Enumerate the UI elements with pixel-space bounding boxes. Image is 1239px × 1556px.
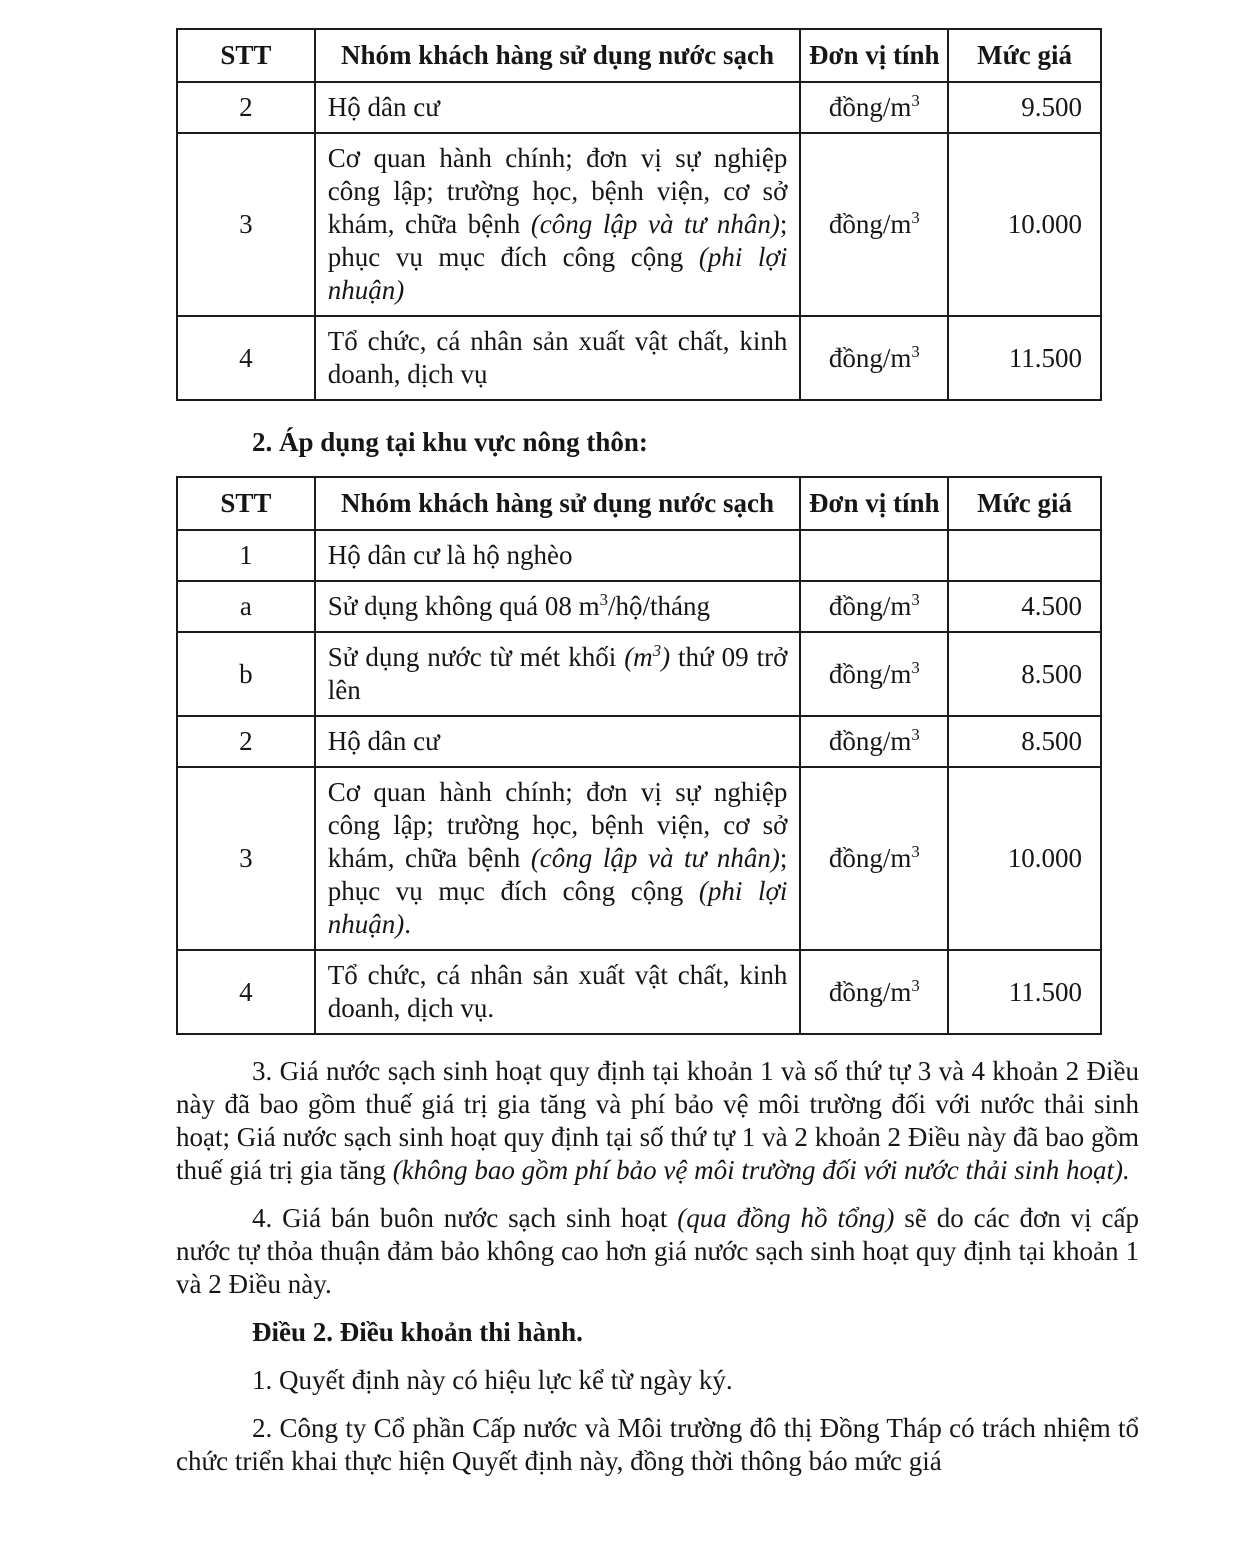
text-segment: Tổ chức, cá nhân sản xuất vật chất, kinh doanh, dịch vụ: [327, 326, 788, 389]
italic-text: (không bao gồm phí bảo vệ môi trường đối với nước thải sinh hoạt).: [392, 1155, 1130, 1185]
table-row: [177, 767, 1101, 950]
cell-customer-group: [315, 530, 801, 581]
cell-unit: [800, 581, 948, 632]
cell-stt: 2: [177, 82, 315, 133]
cell-price: 8.500: [948, 716, 1101, 767]
text-segment: Hộ dân cư: [327, 726, 440, 756]
cell-customer-group: [315, 82, 801, 133]
italic-text: (công lập và tư nhân): [530, 843, 780, 873]
cell-stt: 2: [177, 716, 315, 767]
table-row: [177, 82, 1101, 133]
header-stt: STT: [177, 29, 315, 82]
clause-3: [176, 1055, 1139, 1187]
table-row: [177, 632, 1101, 716]
cell-stt: a: [177, 581, 315, 632]
cell-price: 10.000: [948, 133, 1101, 316]
price-table-rural: [176, 476, 1102, 1035]
cell-unit: [800, 133, 948, 316]
cell-customer-group: [315, 767, 801, 950]
text-segment: thứ 09 trở lên: [327, 642, 788, 705]
text-segment: Tổ chức, cá nhân sản xuất vật chất, kinh doanh, dịch vụ.: [327, 960, 788, 1023]
header-price: Mức giá: [948, 29, 1101, 82]
text-segment: đồng/m: [828, 976, 912, 1007]
cell-price: 8.500: [948, 632, 1101, 716]
table-row: [177, 716, 1101, 767]
table-row: [177, 530, 1101, 581]
cell-price: 9.500: [948, 82, 1101, 133]
text-segment: /hộ/tháng: [607, 591, 710, 621]
superscript-text: 3: [911, 725, 920, 744]
cell-stt: 4: [177, 316, 315, 400]
text-segment: đồng/m: [828, 342, 912, 373]
italic-text: (công lập và tư nhân): [530, 209, 780, 239]
cell-customer-group: [315, 133, 801, 316]
cell-customer-group: [315, 581, 801, 632]
cell-unit: [800, 82, 948, 133]
cell-unit: [800, 530, 948, 581]
cell-price: 4.500: [948, 581, 1101, 632]
italic-text: (m: [624, 642, 653, 672]
text-segment: Cơ quan hành chính; đơn vị sự nghiệp công lập; trường học, bệnh viện, cơ sở khám, chữa bệnh: [327, 777, 788, 873]
superscript-text: 3: [911, 208, 920, 227]
cell-stt: 1: [177, 530, 315, 581]
cell-customer-group: [315, 316, 801, 400]
cell-unit: [800, 632, 948, 716]
clause-1: [176, 1364, 1139, 1397]
text-segment: Hộ dân cư: [327, 92, 440, 122]
cell-unit: [800, 767, 948, 950]
clause-2: [176, 1412, 1139, 1478]
clause-4: [176, 1202, 1139, 1301]
price-table-rural-body: [177, 530, 1101, 1034]
text-segment: 1. Quyết định này có hiệu lực kể từ ngày ký.: [252, 1365, 733, 1395]
cell-price: 11.500: [948, 950, 1101, 1034]
cell-customer-group: [315, 950, 801, 1034]
table-row: [177, 133, 1101, 316]
superscript-text: 3: [911, 590, 920, 609]
text-segment: đồng/m: [828, 726, 912, 756]
table-row: [177, 581, 1101, 632]
cell-unit: [800, 316, 948, 400]
cell-unit: [800, 716, 948, 767]
superscript-text: 3: [911, 842, 920, 861]
header-price: Mức giá: [948, 477, 1101, 530]
cell-stt: 3: [177, 767, 315, 950]
cell-customer-group: [315, 716, 801, 767]
text-segment: ; phục vụ mục đích công cộng: [327, 209, 788, 272]
superscript-text: 3: [911, 657, 920, 677]
superscript-text: 3: [599, 590, 608, 609]
header-customer-group: Nhóm khách hàng sử dụng nước sạch: [315, 477, 801, 530]
superscript-text: 3: [652, 641, 662, 660]
text-segment: đồng/m: [828, 92, 912, 122]
text-segment: .: [404, 909, 411, 939]
text-segment: sẽ do các đơn vị cấp nước tự thỏa thuận đảm bảo không cao hơn giá nước sạch sinh hoạt quy định tại khoản 1 và 2 Điều này.: [176, 1203, 1139, 1299]
superscript-text: 3: [911, 341, 920, 361]
cell-price: [948, 530, 1101, 581]
text-segment: Hộ dân cư là hộ nghèo: [327, 540, 573, 570]
clauses: [176, 1055, 1139, 1478]
header-stt: STT: [177, 477, 315, 530]
cell-stt: 4: [177, 950, 315, 1034]
text-segment: đồng/m: [828, 591, 912, 621]
italic-text: ): [661, 642, 671, 672]
cell-customer-group: [315, 632, 801, 716]
italic-text: (phi lợi nhuận): [327, 876, 788, 939]
text-segment: Sử dụng không quá 08 m: [327, 591, 600, 621]
italic-text: (phi lợi nhuận): [327, 242, 788, 305]
table-header-row: [177, 29, 1101, 82]
text-segment: đồng/m: [828, 843, 912, 873]
text-segment: Cơ quan hành chính; đơn vị sự nghiệp công lập; trường học, bệnh viện, cơ sở khám, chữa bệnh: [327, 143, 788, 239]
superscript-text: 3: [911, 975, 920, 995]
text-segment: ; phục vụ mục đích công cộng: [327, 843, 788, 906]
text-segment: 2. Công ty Cổ phần Cấp nước và Môi trường đô thị Đồng Tháp có trách nhiệm tổ chức triển khai thực hiện Quyết định này, đồng thời thông báo mức giá: [176, 1413, 1139, 1476]
italic-text: (qua đồng hồ tổng): [677, 1203, 895, 1233]
section-heading-rural: 2. Áp dụng tại khu vực nông thôn:: [252, 427, 648, 457]
header-unit: Đơn vị tính: [800, 477, 948, 530]
table-row: [177, 950, 1101, 1034]
header-unit: Đơn vị tính: [800, 29, 948, 82]
text-segment: Sử dụng nước từ mét khối: [327, 642, 625, 672]
price-table-urban-body: [177, 82, 1101, 400]
cell-unit: [800, 950, 948, 1034]
text-segment: 4. Giá bán buôn nước sạch sinh hoạt: [252, 1203, 678, 1233]
text-segment: Điều 2. Điều khoản thi hành.: [252, 1317, 583, 1347]
price-table-urban: [176, 28, 1102, 401]
text-segment: 3. Giá nước sạch sinh hoạt quy định tại khoản 1 và số thứ tự 3 và 4 khoản 2 Điều này đã bao gồm thuế giá trị gia tăng và phí bảo vệ môi trường đối với nước thải sinh hoạt; Giá nước sạch sinh hoạt quy định tại số thứ tự 1 và 2 khoản 2 Điều này đã bao gồm thuế giá trị gia tăng: [176, 1056, 1139, 1185]
table-row: [177, 316, 1101, 400]
table-header-row: [177, 477, 1101, 530]
cell-price: 10.000: [948, 767, 1101, 950]
article-2-heading: [176, 1316, 1139, 1349]
text-segment: đồng/m: [828, 209, 912, 239]
superscript-text: 3: [911, 91, 920, 110]
cell-price: 11.500: [948, 316, 1101, 400]
cell-stt: b: [177, 632, 315, 716]
header-customer-group: Nhóm khách hàng sử dụng nước sạch: [315, 29, 801, 82]
text-segment: đồng/m: [828, 658, 912, 689]
cell-stt: 3: [177, 133, 315, 316]
